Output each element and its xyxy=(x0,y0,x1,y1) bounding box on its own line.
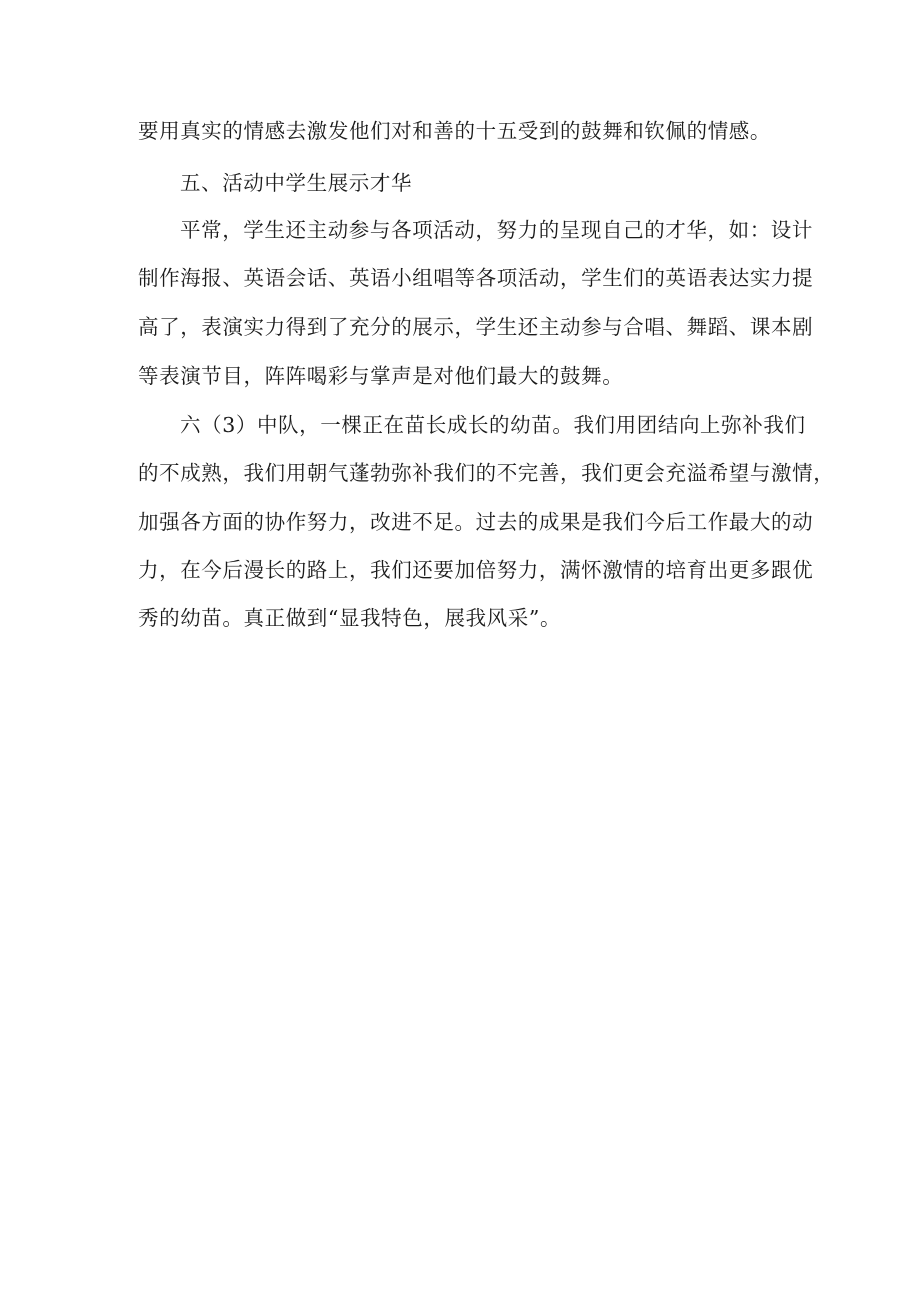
paragraph-line: 力，在今后漫长的路上，我们还要加倍努力，满怀激情的培育出更多跟优 xyxy=(138,558,814,582)
paragraph-line: 的不成熟，我们用朝气蓬勃弥补我们的不完善，我们更会充溢希望与激情， xyxy=(138,461,835,485)
paragraph-line: 平常，学生还主动参与各项活动，努力的呈现自己的才华，如：设计 xyxy=(180,218,813,242)
paragraph-line: 秀的幼苗。真正做到“显我特色，展我风采”。 xyxy=(138,606,562,630)
paragraph-line: 六（3）中队，一棵正在苗长成长的幼苗。我们用团结向上弥补我们 xyxy=(180,413,806,437)
paragraph-line: 高了，表演实力得到了充分的展示，学生还主动参与合唱、舞蹈、课本剧 xyxy=(138,315,814,339)
paragraph-line: 要用真实的情感去激发他们对和善的十五受到的鼓舞和钦佩的情感。 xyxy=(138,119,771,143)
paragraph-line: 加强各方面的协作努力，改进不足。过去的成果是我们今后工作最大的动 xyxy=(138,510,814,534)
paragraph-line: 制作海报、英语会话、英语小组唱等各项活动，学生们的英语表达实力提 xyxy=(138,266,814,290)
section-heading: 五、活动中学生展示才华 xyxy=(180,171,413,195)
paragraph-line: 等表演节目，阵阵喝彩与掌声是对他们最大的鼓舞。 xyxy=(138,364,624,388)
